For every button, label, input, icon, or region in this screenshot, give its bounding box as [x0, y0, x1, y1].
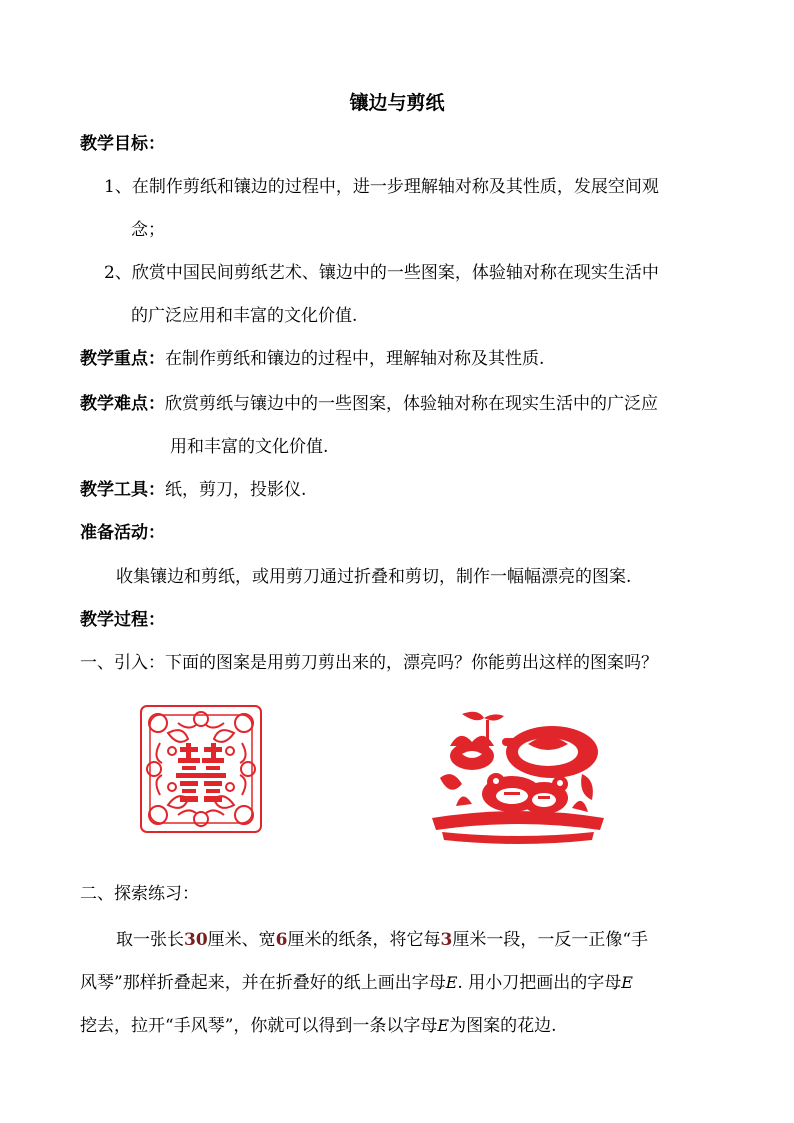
number-30: 30 [184, 930, 208, 950]
intro-text: 一、引入：下面的图案是用剪刀剪出来的，漂亮吗？你能剪出这样的图案吗？ [80, 653, 658, 673]
process-heading: 教学过程： [80, 610, 165, 630]
objective-2-line-1: 2、欣赏中国民间剪纸艺术、镶边中的一些图案，体验轴对称在现实生活中 [104, 263, 659, 283]
objective-1-line-2: 念； [131, 220, 165, 240]
explore-text: . 用小刀把画出的字母 [457, 973, 622, 993]
double-happiness-papercut [138, 703, 264, 835]
page-title: 镶边与剪纸 [349, 92, 445, 114]
tools-label: 教学工具： [80, 480, 165, 500]
explore-text: 为图案的花边. [449, 1016, 557, 1036]
lotus-ducks-papercut-graphic [432, 708, 604, 846]
tools-text: 纸，剪刀，投影仪. [165, 480, 307, 500]
lotus-ducks-papercut [432, 708, 604, 846]
explore-line-2 [80, 971, 633, 995]
preparation-text: 收集镶边和剪纸，或用剪刀通过折叠和剪切，制作一幅幅漂亮的图案. [116, 567, 632, 587]
number-6: 6 [275, 930, 288, 950]
key-point [80, 347, 544, 371]
letter-e: E [621, 973, 633, 992]
explore-line-1 [116, 928, 648, 952]
difficulty-text-line-1: 欣赏剪纸与镶边中的一些图案，体验轴对称在现实生活中的广泛应 [165, 394, 658, 414]
explore-text: 取一张长 [116, 930, 184, 950]
explore-text: 厘米一段，一反一正像“手 [452, 930, 649, 950]
difficulty-label: 教学难点： [80, 394, 165, 414]
tools [80, 478, 306, 502]
key-point-text: 在制作剪纸和镶边的过程中，理解轴对称及其性质. [165, 349, 545, 369]
difficulty-text-line-2: 用和丰富的文化价值. [170, 437, 329, 457]
key-point-label: 教学重点： [80, 349, 165, 369]
objective-2-line-2: 的广泛应用和丰富的文化价值. [131, 306, 358, 326]
explore-text: 厘米的纸条，将它每 [287, 930, 441, 950]
objective-1-line-1: 1、在制作剪纸和镶边的过程中，进一步理解轴对称及其性质，发展空间观 [104, 177, 659, 197]
explore-heading: 二、探索练习： [80, 884, 199, 904]
explore-text: 挖去，拉开“手风琴”，你就可以得到一条以字母 [80, 1016, 438, 1036]
number-3: 3 [440, 930, 453, 950]
difficulty [80, 392, 658, 416]
letter-e: E [437, 1016, 450, 1035]
objectives-heading: 教学目标： [80, 134, 165, 154]
double-happiness-papercut-graphic [138, 703, 264, 835]
explore-text: 风琴”那样折叠起来，并在折叠好的纸上画出字母 [80, 973, 446, 993]
explore-text: 厘米、宽 [207, 930, 276, 950]
letter-e: E [445, 973, 458, 992]
explore-line-3 [80, 1014, 556, 1038]
preparation-heading: 准备活动： [80, 523, 165, 543]
